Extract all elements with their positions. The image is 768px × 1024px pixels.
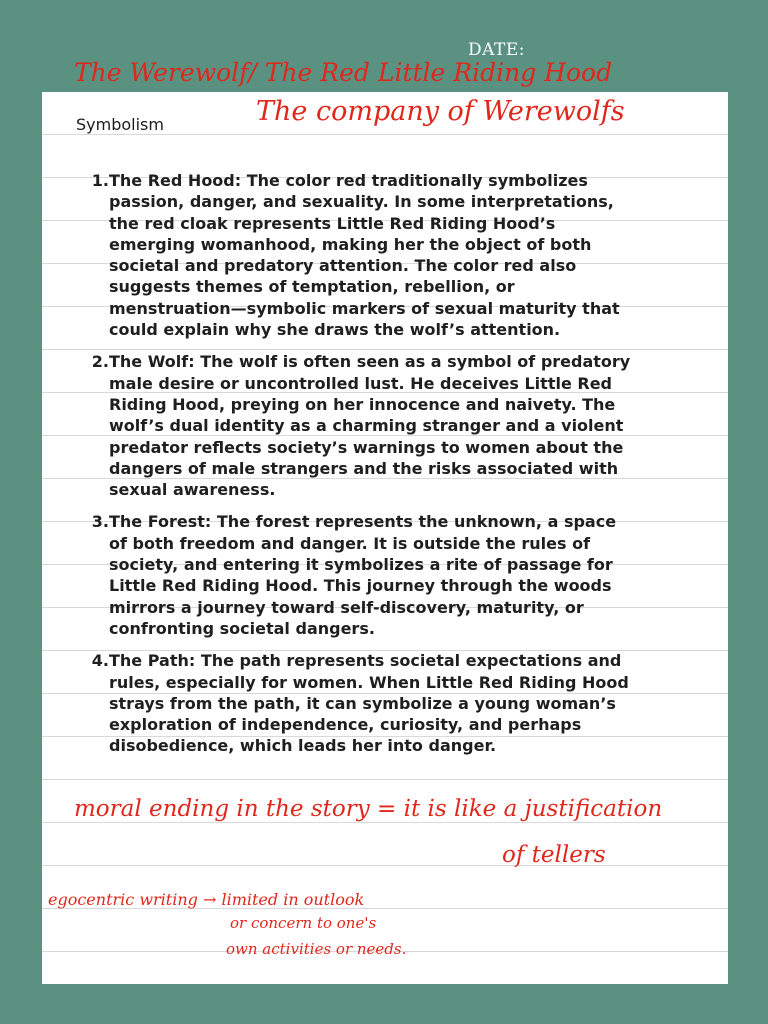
list-number: 4. (91, 651, 109, 671)
list-text: The Red Hood: The color red traditionally symbolizes passion, danger, and sexuality. In some interpretations, the red cloak represents Little Red Riding Hood’s emerging womanhood, making her the object of both societal and predatory attention. The color red also suggests themes of temptation, rebellion, or menstruation—symbolic markers of sexual maturity that could explain why she draws the wolf’s attention. (109, 171, 620, 340)
handwritten-title: The Werewolf/ The Red Little Riding Hood (74, 58, 613, 87)
list-item (76, 650, 636, 756)
symbol-list (76, 170, 636, 768)
list-text: The Wolf: The wolf is often seen as a symbol of predatory male desire or uncontrolled lust. He deceives Little Red Riding Hood, preying on her innocence and naivety. The wolf’s dual identity as a charming stranger and a violent predator reflects society’s warnings to women about the dangers of male strangers and the risks associated with sexual awareness. (109, 352, 631, 500)
handwritten-subtitle: The company of Werewolfs (256, 96, 625, 127)
handwritten-note-egocentric-cont1: or concern to one's (230, 914, 377, 932)
list-number: 1. (91, 171, 109, 190)
list-text: The Path: The path represents societal expectations and rules, especially for women. When Little Red Riding Hood strays from the path, it can symbolize a young woman’s exploration of independence, curiosity, and perhaps disobedience, which leads her into danger. (109, 651, 629, 756)
handwritten-note-moral: moral ending in the story = it is like a justification (74, 796, 663, 822)
section-heading: Symbolism (76, 115, 164, 134)
handwritten-note-egocentric-cont2: own activities or needs. (226, 940, 407, 958)
list-number: 3. (91, 512, 109, 532)
handwritten-note-moral-cont: of tellers (502, 842, 606, 868)
list-item (76, 511, 636, 639)
date-label: DATE: (468, 40, 525, 60)
handwritten-note-egocentric: egocentric writing → limited in outlook (48, 890, 365, 909)
list-item (76, 170, 636, 340)
list-item (76, 351, 636, 500)
list-text: The Forest: The forest represents the unknown, a space of both freedom and danger. It is outside the rules of society, and entering it symbolizes a rite of passage for Little Red Riding Hood. This journey through the woods mirrors a journey toward self-discovery, maturity, or confronting societal dangers. (109, 512, 617, 638)
list-number: 2. (91, 352, 109, 372)
